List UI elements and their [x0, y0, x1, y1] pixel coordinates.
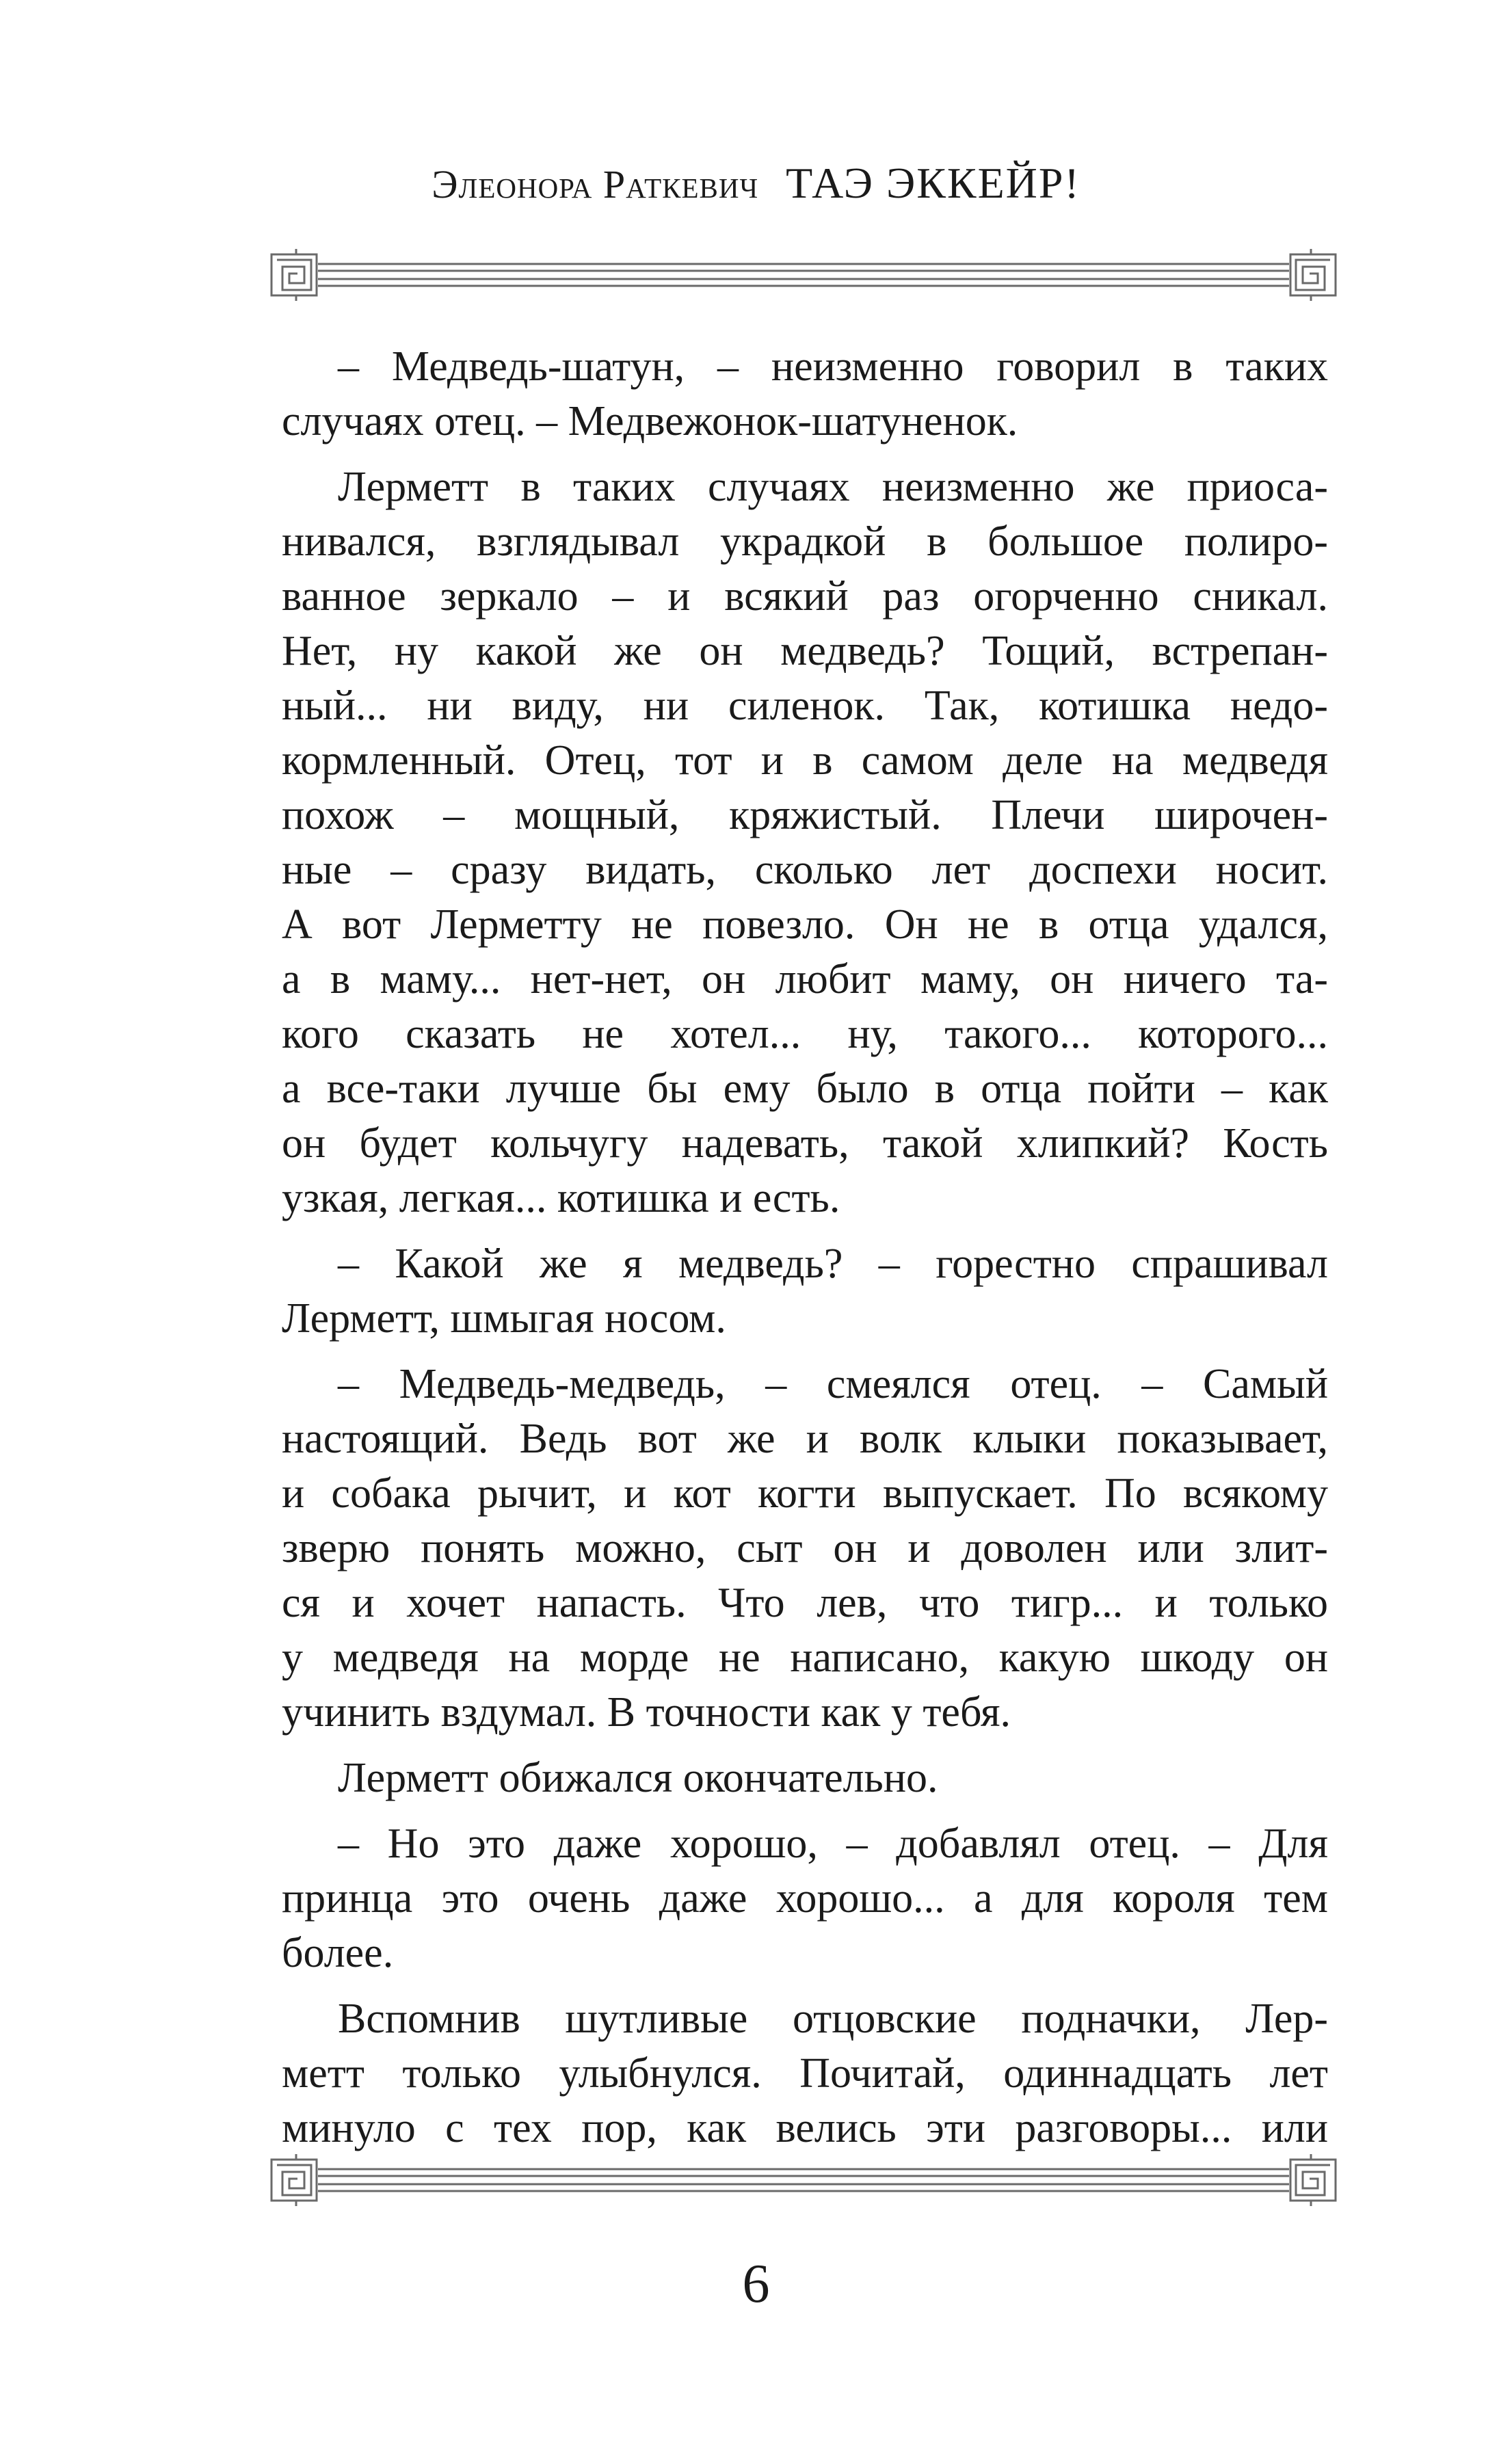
text-line: учинить вздумал. В точности как у тебя. — [282, 1689, 1011, 1736]
text-line: Вспомнив шутливые отцовские подначки, Лер- — [338, 1995, 1328, 2042]
running-head — [0, 156, 1512, 212]
text-line: – Какой же я медведь? – горестно спрашивал — [338, 1240, 1328, 1287]
text-line: ные – сразу видать, сколько лет доспехи носит. — [282, 847, 1328, 893]
text-line: а в маму... нет-нет, он любит маму, он ничего та- — [282, 956, 1328, 1003]
text-line: ся и хочет напасть. Что лев, что тигр... и только — [282, 1580, 1328, 1626]
text-line: более. — [282, 1930, 394, 1976]
text-line: – Но это даже хорошо, – добавлял отец. – Для — [338, 1820, 1328, 1867]
text-line: минуло с тех пор, как велись эти разговоры... или — [282, 2105, 1328, 2151]
paragraph — [282, 339, 1328, 449]
text-line: нивался, взглядывал украдкой в большое полиро- — [282, 518, 1328, 565]
text-line: Нет, ну какой же он медведь? Тощий, встрепан- — [282, 628, 1328, 674]
author-name: Элеонора Раткевич — [432, 162, 759, 207]
text-line: случаях отец. – Медвежонок-шатуненок. — [282, 398, 1018, 444]
greek-key-border-icon — [270, 2153, 1337, 2207]
text-line: а все-таки лучше бы ему было в отца пойти – как — [282, 1065, 1328, 1112]
book-title: ТАЭ ЭККЕЙР! — [786, 159, 1080, 207]
text-line: ный... ни виду, ни силенок. Так, котишка недо- — [282, 682, 1328, 729]
text-line: – Медведь-шатун, – неизменно говорил в таких — [338, 343, 1328, 390]
paragraph — [282, 1816, 1328, 1980]
text-line: Лерметт в таких случаях неизменно же приоса- — [338, 464, 1328, 510]
text-line: кого сказать не хотел... ну, такого... которого... — [282, 1011, 1328, 1057]
text-line: – Медведь-медведь, – смеялся отец. – Самый — [338, 1361, 1328, 1407]
text-line: он будет кольчугу надевать, такой хлипкий? Кость — [282, 1120, 1328, 1167]
paragraph — [282, 1751, 1328, 1805]
text-line: похож – мощный, кряжистый. Плечи широчен- — [282, 792, 1328, 838]
text-line: Лерметт, шмыгая носом. — [282, 1295, 726, 1342]
text-line: ванное зеркало – и всякий раз огорченно сникал. — [282, 573, 1328, 620]
text-line: принца это очень даже хорошо... а для короля тем — [282, 1875, 1328, 1922]
paragraph — [282, 1991, 1328, 2155]
paragraph — [282, 1236, 1328, 1346]
text-line: настоящий. Ведь вот же и волк клыки показывает, — [282, 1416, 1328, 1462]
text-line: и собака рычит, и кот когти выпускает. По всякому — [282, 1470, 1328, 1517]
paragraph — [282, 1357, 1328, 1740]
text-line: у медведя на морде не написано, какую шкоду он — [282, 1634, 1328, 1681]
text-line: метт только улыбнулся. Почитай, одиннадцать лет — [282, 2050, 1328, 2097]
body-text — [282, 339, 1328, 2155]
text-line: зверю понять можно, сыт он и доволен или злит- — [282, 1525, 1328, 1571]
text-line: узкая, легкая... котишка и есть. — [282, 1175, 840, 1221]
page-number: 6 — [742, 2254, 770, 2314]
text-line: Лерметт обижался окончательно. — [338, 1755, 938, 1801]
text-line: кормленный. Отец, тот и в самом деле на медведя — [282, 737, 1328, 784]
greek-key-border-icon — [270, 248, 1337, 302]
text-line: А вот Лерметту не повезло. Он не в отца удался, — [282, 901, 1328, 948]
paragraph — [282, 460, 1328, 1225]
